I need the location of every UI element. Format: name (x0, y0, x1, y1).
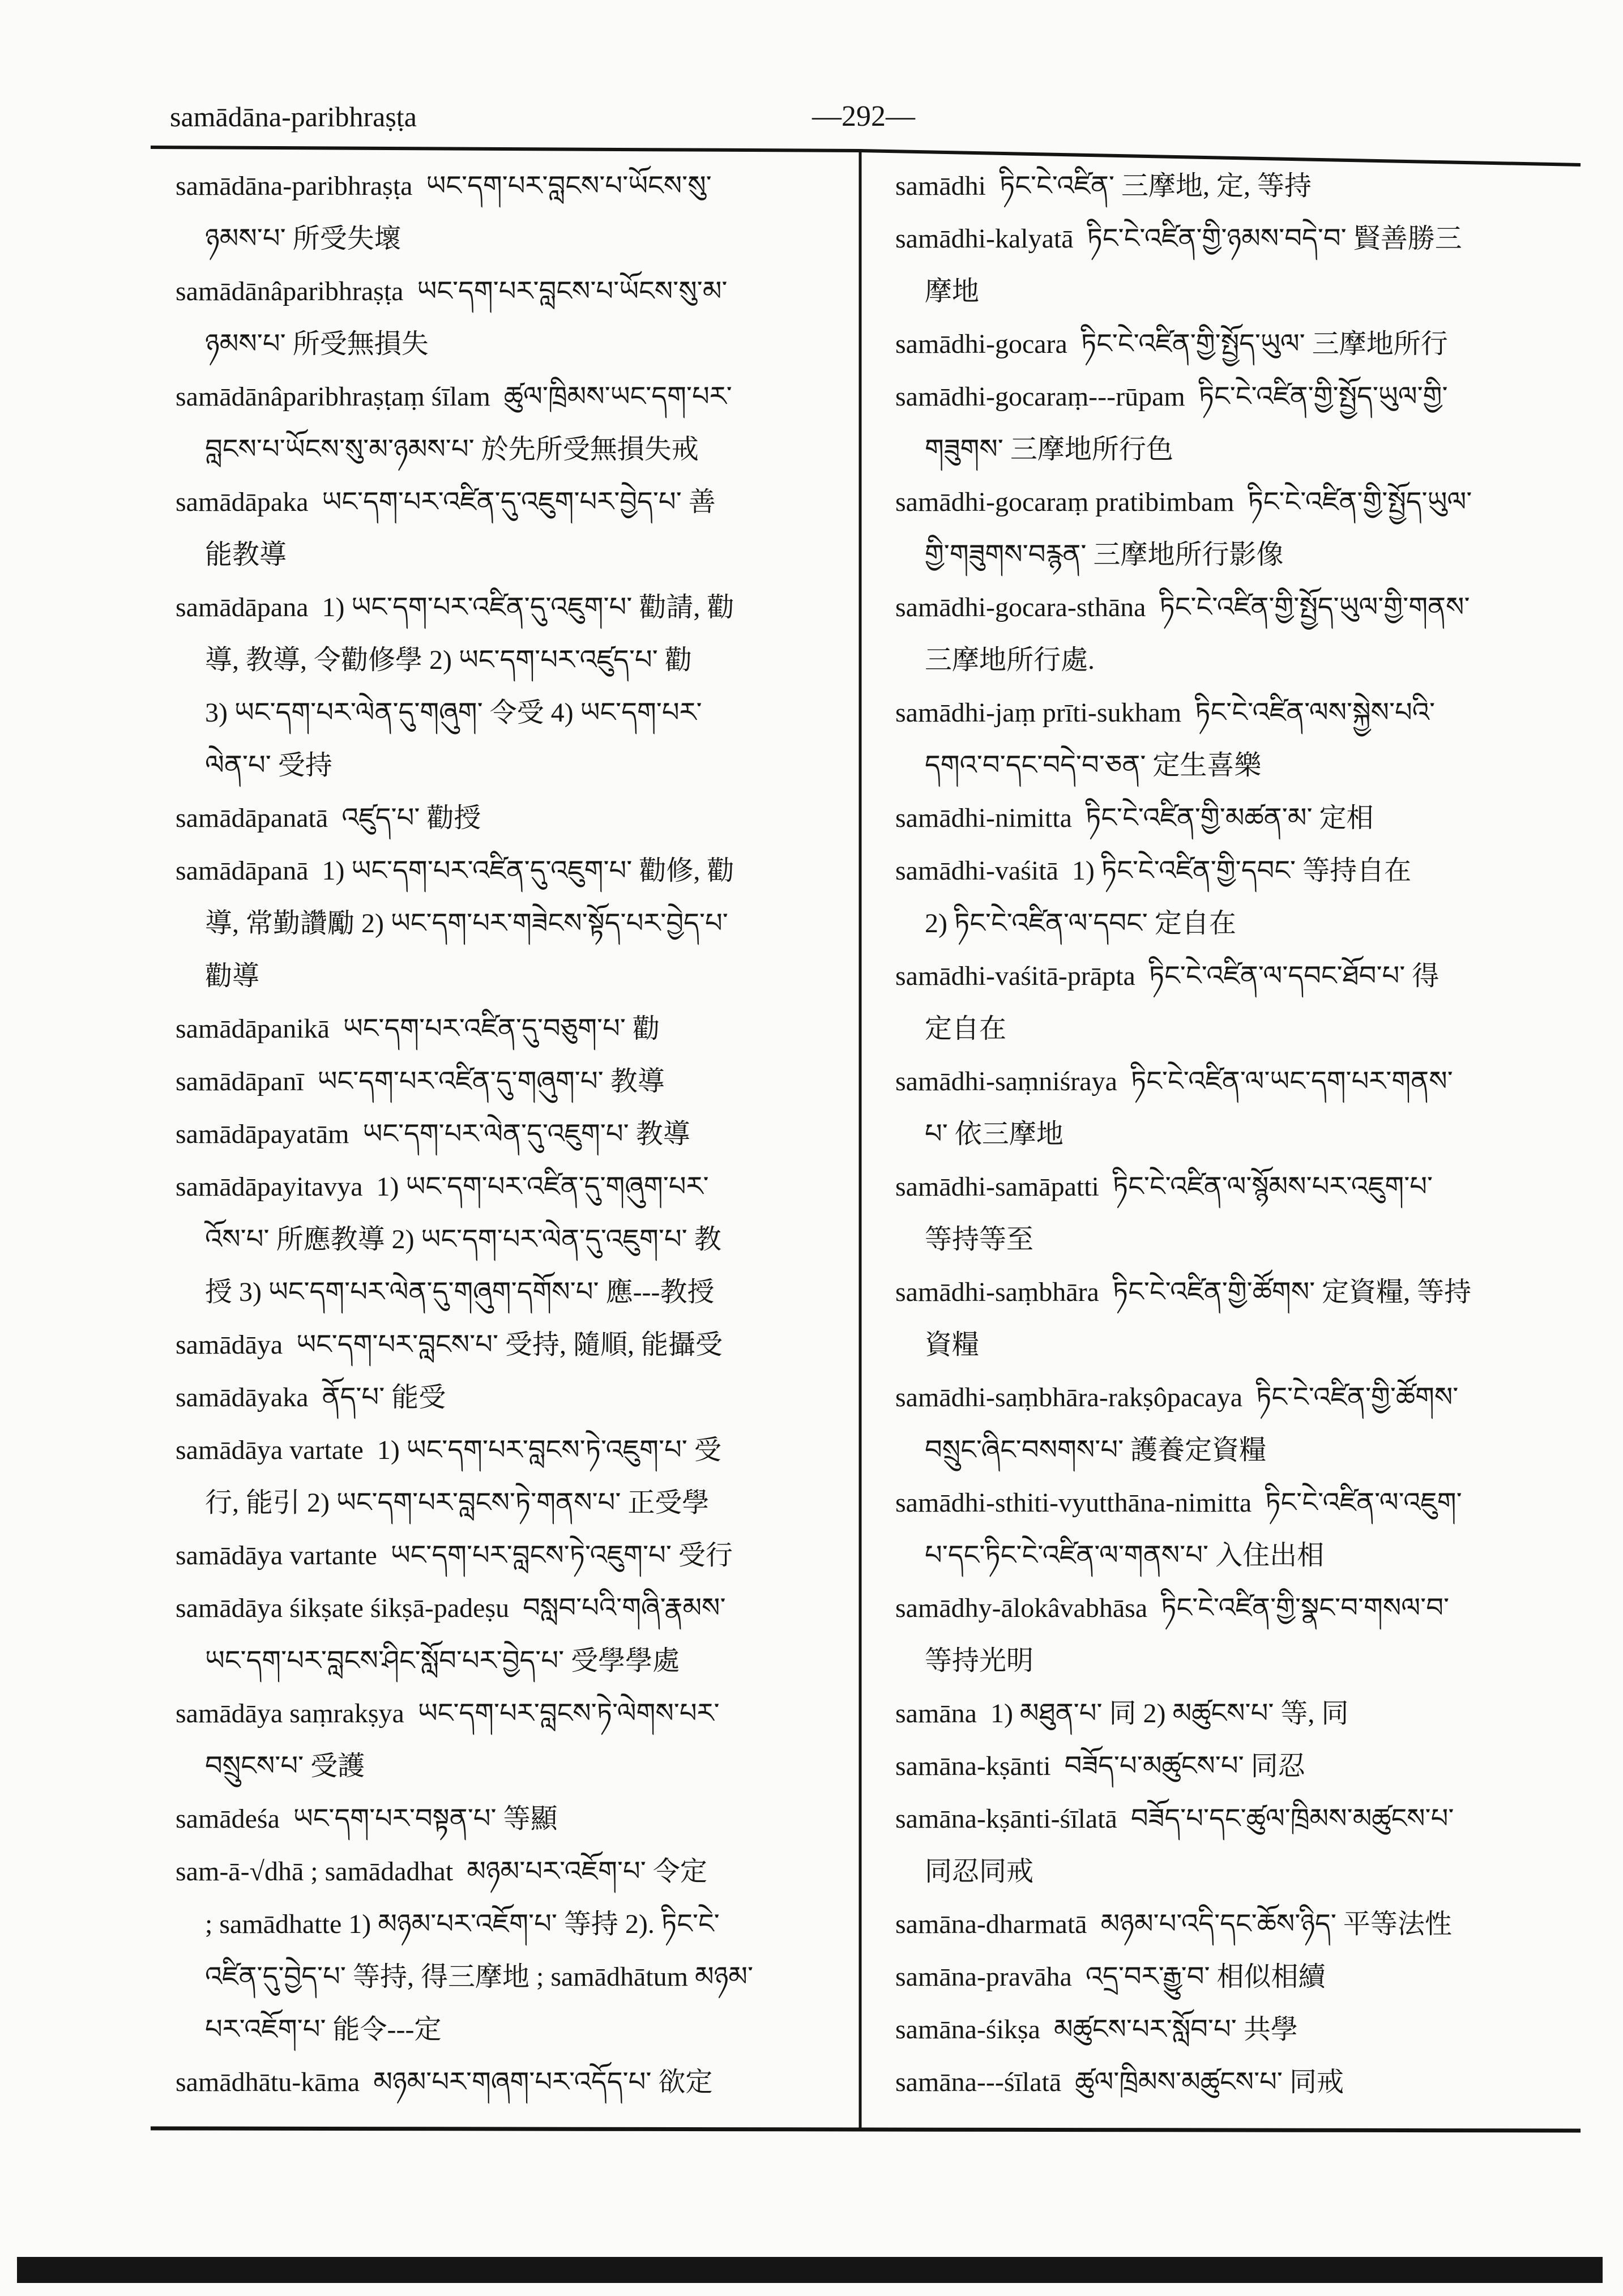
entry-head-line (895, 1898, 1589, 1951)
definition-continuation: གཟུགས་ 三摩地所行色 (925, 434, 1173, 464)
headword: samādāya vartante (176, 1540, 377, 1571)
definition-text: ཏིང་ངེ་འཛིན་གྱི་སྤྱོད་ཡུལ་གྱི་ (1198, 382, 1448, 412)
definition-continuation: 2) ཏིང་ངེ་འཛིན་ལ་དབང་ 定自在 (925, 908, 1236, 938)
definition-continuation: ཉམས་པ་ 所受無損失 (205, 329, 429, 359)
headword: samādāya saṃrakṣya (176, 1698, 404, 1729)
definition-text: མཉམ་པ་འདི་དང་ཆོས་ཉིད་ 平等法性 (1100, 1909, 1452, 1939)
definition-text: 1) ཡང་དག་པར་འཛིན་དུ་འཇུག་པ་ 勸修, 勸 (322, 856, 734, 886)
dictionary-entry (895, 160, 1589, 212)
definition-continuation: 等持光明 (925, 1646, 1034, 1676)
definition-text: ཡང་དག་པར་འཛིན་དུ་བཅུག་པ་ 勸 (343, 1014, 660, 1044)
dictionary-entry (176, 160, 852, 265)
entry-head-line (176, 1687, 852, 1740)
entry-head-line (895, 792, 1589, 844)
headword: samādāpanā (176, 856, 309, 886)
definition-text: ཡང་དག་པར་བླངས་པ་ཡོངས་སུ་ (426, 171, 712, 201)
headword: samādhi-vaśitā (895, 856, 1058, 886)
dictionary-entry (176, 476, 852, 581)
dictionary-entry (895, 844, 1589, 950)
definition-continuation: བསྲུངས་པ་ 受護 (205, 1751, 365, 1781)
entry-head-line (895, 1160, 1589, 1213)
definition-text: ཡང་དག་པར་བསྟན་པ་ 等顯 (293, 1804, 558, 1834)
definition-text: 1) ཡང་དག་པར་བླངས་ཏེ་འཇུག་པ་ 受 (377, 1435, 721, 1465)
dictionary-entry (895, 1898, 1589, 1951)
dictionary-entry (895, 1951, 1589, 2003)
definition-text: བཟོད་པ་མཚུངས་པ་ 同忍 (1064, 1751, 1305, 1781)
dictionary-entry (176, 1845, 852, 2056)
definition-continuation: ཉམས་པ་ 所受失壞 (205, 224, 402, 254)
entry-head-line (176, 1318, 852, 1371)
headword: samādhi-saṃbhāra-rakṣôpacaya (895, 1382, 1243, 1412)
bottom-rule (151, 2128, 1581, 2131)
headword: samādāpana (176, 592, 309, 622)
dictionary-entry (895, 212, 1589, 318)
headword: samādhi (895, 171, 986, 201)
definition-text: ཡང་དག་པར་བླངས་ཏེ་ལེགས་པར་ (417, 1698, 720, 1729)
dictionary-entry (176, 581, 852, 792)
headword: samādāpanatā (176, 803, 328, 833)
definition-text: ཡང་དག་པར་བླངས་པ་ཡོངས་སུ་མ་ (417, 276, 728, 306)
definition-text: ཏིང་ངེ་འཛིན་གྱི་སྤྱོད་ཡུལ་ 三摩地所行 (1080, 329, 1448, 359)
left-column (176, 160, 852, 2109)
entry-head-line (176, 1793, 852, 1845)
headword: samādhi-gocaraṃ pratibimbam (895, 487, 1235, 517)
entry-head-line (895, 1055, 1589, 1108)
headword: samādāyaka (176, 1382, 309, 1412)
headword: samāna-śikṣa (895, 2015, 1040, 2045)
definition-text: ཏིང་ངེ་འཛིན་གྱི་ཚོགས་ (1256, 1382, 1459, 1412)
dictionary-entry (176, 1108, 852, 1160)
definition-continuation: 三摩地所行處. (925, 645, 1095, 675)
entry-head-line (176, 1582, 852, 1634)
entry-head-line (176, 1002, 852, 1055)
definition-text: ཏིང་ངེ་འཛིན་གྱི་སྤྱོད་ཡུལ་ (1248, 487, 1472, 517)
entry-head-line (176, 476, 852, 528)
definition-text: ཡང་དག་པར་ལེན་དུ་འཇུག་པ་ 教導 (362, 1119, 690, 1149)
dictionary-entry (895, 1371, 1589, 1476)
dictionary-entry (176, 1002, 852, 1055)
entry-head-line (895, 1951, 1589, 2003)
entry-head-line (176, 1160, 852, 1213)
dictionary-entry (895, 1266, 1589, 1371)
definition-continuation: 勸導 (205, 961, 260, 991)
definition-continuation: གྱི་གཟུགས་བརྙན་ 三摩地所行影像 (925, 540, 1284, 570)
definition-continuation: 行, 能引 2) ཡང་དག་པར་བླངས་ཏེ་གནས་པ་ 正受學 (205, 1488, 710, 1518)
definition-text: ཏིང་ངེ་འཛིན་ལ་དབང་ཐོབ་པ་ 得 (1148, 961, 1440, 991)
definition-continuation: 資糧 (925, 1330, 980, 1360)
entry-head-line (176, 160, 852, 212)
definition-text: ནོད་པ་ 能受 (322, 1382, 446, 1412)
headword: samādānâparibhraṣṭa (176, 276, 404, 306)
definition-continuation: 3) ཡང་དག་པར་ལེན་དུ་གཞུག་ 令受 4) ཡང་དག་པར་ (205, 698, 702, 728)
entry-head-line (895, 160, 1589, 212)
headword: samādhi-samāpatti (895, 1172, 1099, 1202)
definition-text: ཡང་དག་པར་བླངས་པ་ 受持, 隨順, 能攝受 (296, 1330, 723, 1360)
entry-head-line (895, 844, 1589, 897)
definition-continuation: པ་ 依三摩地 (925, 1119, 1064, 1149)
entry-head-line (895, 2003, 1589, 2056)
dictionary-entry (176, 1424, 852, 1529)
definition-text: འདྲ་བར་རྒྱུ་བ་ 相似相續 (1085, 1962, 1326, 1992)
entry-head-line (895, 950, 1589, 1002)
definition-continuation: འཛིན་དུ་བྱེད་པ་ 等持, 得三摩地 ; samādhātum མཉམ་ (205, 1962, 754, 1992)
dictionary-entry (176, 1371, 852, 1424)
dictionary-entry (895, 318, 1589, 370)
headword: samādhātu-kāma (176, 2067, 360, 2097)
headword: samādhi-jaṃ prīti-sukham (895, 698, 1182, 728)
definition-text: 1) ཡང་དག་པར་འཛིན་དུ་འཇུག་པ་ 勸請, 勸 (322, 592, 734, 622)
definition-text: ཚུལ་ཁྲིམས་མཚུངས་པ་ 同戒 (1075, 2067, 1344, 2097)
definition-continuation: པར་འཇོག་པ་ 能令---定 (205, 2015, 442, 2045)
dictionary-entry (895, 950, 1589, 1055)
headword: samādāna-paribhraṣṭa (176, 171, 413, 201)
definition-text: མཉམ་པར་གཞག་པར་འདོད་པ་ 欲定 (373, 2067, 713, 2097)
entry-head-line (895, 476, 1589, 528)
headword: samādhi-gocaraṃ---rūpam (895, 382, 1185, 412)
entry-head-line (895, 686, 1589, 739)
headword: samāna-dharmatā (895, 1909, 1087, 1939)
definition-continuation: འོས་པ་ 所應教導 2) ཡང་དག་པར་ལེན་དུ་འཇུག་པ་ 教 (205, 1224, 721, 1254)
dictionary-entry (176, 792, 852, 844)
headword: samādāya (176, 1330, 283, 1360)
dictionary-entry (895, 1740, 1589, 1793)
dictionary-entry (895, 1582, 1589, 1687)
dictionary-entry (176, 844, 852, 1002)
headword: samādhi-kalyatā (895, 224, 1074, 254)
definition-continuation: 定自在 (925, 1014, 1007, 1044)
definition-text: ཡང་དག་པར་འཛིན་དུ་གཞུག་པ་ 教導 (317, 1066, 665, 1096)
headword: samādāpayatām (176, 1119, 349, 1149)
dictionary-entry (176, 1160, 852, 1318)
entry-head-line (895, 1371, 1589, 1424)
definition-text: བསླབ་པའི་གཞི་རྣམས་ (523, 1593, 726, 1623)
headword: samādhi-gocara (895, 329, 1067, 359)
entry-head-line (176, 1529, 852, 1582)
definition-text: ཚུལ་ཁྲིམས་ཡང་དག་པར་ (503, 382, 732, 412)
definition-continuation: 導, 常勤讚勵 2) ཡང་དག་པར་གཟེངས་སྟོད་པར་བྱེད་པ་ (205, 908, 728, 938)
entry-head-line (895, 1476, 1589, 1529)
definition-continuation: 等持等至 (925, 1224, 1034, 1254)
dictionary-entry (895, 476, 1589, 581)
dictionary-entry (176, 1582, 852, 1687)
definition-continuation: ཡང་དག་པར་བླངས་ཤིང་སློབ་པར་བྱེད་པ་ 受學學處 (205, 1646, 680, 1676)
entry-head-line (895, 1687, 1589, 1740)
headword: samādāya vartate (176, 1435, 364, 1465)
definition-text: ཏིང་ངེ་འཛིན་གྱི་སྣང་བ་གསལ་བ་ (1161, 1593, 1450, 1623)
dictionary-entry (895, 2003, 1589, 2056)
dictionary-entry (176, 370, 852, 476)
entry-head-line (176, 792, 852, 844)
definition-text: 1) ཏིང་ངེ་འཛིན་གྱི་དབང་ 等持自在 (1071, 856, 1412, 886)
headword: samādāpaka (176, 487, 309, 517)
dictionary-entry (895, 1687, 1589, 1740)
entry-head-line (895, 212, 1589, 265)
dictionary-entry (895, 792, 1589, 844)
scan-edge-band (17, 2257, 1603, 2283)
entry-head-line (176, 1424, 852, 1476)
definition-continuation: པ་དང་ཏིང་ངེ་འཛིན་ལ་གནས་པ་ 入住出相 (925, 1540, 1325, 1571)
entry-head-line (895, 1266, 1589, 1318)
dictionary-entry (176, 1318, 852, 1371)
definition-text: མཚུངས་པར་སློབ་པ་ 共學 (1053, 2015, 1298, 2045)
headword: samādhi-sthiti-vyutthāna-nimitta (895, 1488, 1252, 1518)
headword: samāna-pravāha (895, 1962, 1072, 1992)
definition-continuation: ; samādhatte 1) མཉམ་པར་འཇོག་པ་ 等持 2). ཏིང་ངེ་ (205, 1909, 720, 1939)
headword: samāna---śīlatā (895, 2067, 1062, 2097)
definition-text: ཡང་དག་པར་འཛིན་དུ་འཇུག་པར་བྱེད་པ་ 善 (322, 487, 716, 517)
headword: samādāya śikṣate śikṣā-padeṣu (176, 1593, 510, 1623)
definition-text: ཏིང་ངེ་འཛིན་གྱི་ཚོགས་ 定資糧, 等持 (1112, 1277, 1472, 1307)
definition-text: འཛུད་པ་ 勸授 (341, 803, 481, 833)
right-column (895, 160, 1589, 2109)
dictionary-entry (895, 686, 1589, 792)
running-head: samādāna-paribhraṣṭa (170, 101, 417, 133)
headword: samāna (895, 1698, 977, 1729)
entry-head-line (176, 581, 852, 634)
definition-text: ཏིང་ངེ་འཛིན་ལ་འཇུག་ (1265, 1488, 1462, 1518)
headword: samādeśa (176, 1804, 280, 1834)
definition-text: ཏིང་ངེ་འཛིན་གྱི་མཚན་མ་ 定相 (1085, 803, 1374, 833)
entry-head-line (895, 2056, 1589, 2109)
headword: samādāpayitavya (176, 1172, 363, 1202)
headword: samādhi-vaśitā-prāpta (895, 961, 1135, 991)
entry-head-line (176, 370, 852, 423)
dictionary-entry (895, 1160, 1589, 1266)
definition-continuation: 同忍同戒 (925, 1857, 1034, 1887)
definition-continuation: 授 3) ཡང་དག་པར་ལེན་དུ་གཞུག་དགོས་པ་ 應---教授 (205, 1277, 715, 1307)
entry-head-line (895, 581, 1589, 634)
entry-head-line (895, 1582, 1589, 1634)
dictionary-entry (895, 2056, 1589, 2109)
headword: samādhi-gocara-sthāna (895, 592, 1146, 622)
entry-head-line (176, 1371, 852, 1424)
definition-text: ཡང་དག་པར་བླངས་ཏེ་འཇུག་པ་ 受行 (390, 1540, 733, 1571)
definition-text: 1) མཐུན་པ་ 同 2) མཚུངས་པ་ 等, 同 (990, 1698, 1349, 1729)
dictionary-entry (176, 1793, 852, 1845)
entry-head-line (176, 265, 852, 318)
page-number: —292— (812, 100, 915, 133)
definition-continuation: ལེན་པ་ 受持 (205, 750, 332, 780)
entry-head-line (895, 1740, 1589, 1793)
dictionary-entry (895, 1476, 1589, 1582)
dictionary-entry (895, 581, 1589, 686)
headword: sam-ā-√dhā ; samādadhat (176, 1857, 454, 1887)
definition-continuation: 導, 教導, 令勸修學 2) ཡང་དག་པར་འཛུད་པ་ 勸 (205, 645, 692, 675)
dictionary-entry (895, 1055, 1589, 1160)
headword: samāna-kṣānti-śīlatā (895, 1804, 1117, 1834)
entry-head-line (176, 1108, 852, 1160)
entry-head-line (895, 1793, 1589, 1845)
dictionary-entry (176, 1055, 852, 1108)
definition-text: ཏིང་ངེ་འཛིན་གྱི་ཉམས་བདེ་བ་ 賢善勝三 (1087, 224, 1462, 254)
definition-continuation: བླངས་པ་ཡོངས་སུ་མ་ཉམས་པ་ 於先所受無損失戒 (205, 434, 699, 464)
definition-continuation: 能教導 (205, 540, 287, 570)
dictionary-entry (176, 2056, 852, 2109)
headword: samādhy-ālokâvabhāsa (895, 1593, 1148, 1623)
definition-text: ཏིང་ངེ་འཛིན་གྱི་སྤྱོད་ཡུལ་གྱི་གནས་ (1159, 592, 1470, 622)
headword: samādhi-nimitta (895, 803, 1072, 833)
entry-head-line (895, 318, 1589, 370)
definition-text: མཉམ་པར་འཇོག་པ་ 令定 (467, 1857, 707, 1887)
headword: samādāpanī (176, 1066, 304, 1096)
headword: samādhi-saṃbhāra (895, 1277, 1099, 1307)
definition-continuation: དགའ་བ་དང་བདེ་བ་ཅན་ 定生喜樂 (925, 750, 1262, 780)
definition-text: ཏིང་ངེ་འཛིན་ལས་སྐྱེས་པའི་ (1195, 698, 1436, 728)
entry-head-line (895, 370, 1589, 423)
dictionary-entry (895, 1793, 1589, 1898)
headword: samāna-kṣānti (895, 1751, 1051, 1781)
entry-head-line (176, 1845, 852, 1898)
definition-text: ཏིང་ངེ་འཛིན་ལ་ཡང་དག་པར་གནས་ (1130, 1066, 1453, 1096)
dictionary-entry (176, 265, 852, 370)
definition-text: 1) ཡང་དག་པར་འཛིན་དུ་གཞུག་པར་ (376, 1172, 709, 1202)
definition-text: ཏིང་ངེ་འཛིན་ལ་སྙོམས་པར་འཇུག་པ་ (1112, 1172, 1433, 1202)
dictionary-entry (895, 370, 1589, 476)
dictionary-entry (176, 1529, 852, 1582)
dictionary-entry (176, 1687, 852, 1793)
entry-head-line (176, 1055, 852, 1108)
entry-head-line (176, 2056, 852, 2109)
definition-continuation: 摩地 (925, 276, 980, 306)
headword: samādhi-saṃniśraya (895, 1066, 1117, 1096)
definition-continuation: བསྲུང་ཞིང་བསགས་པ་ 護養定資糧 (925, 1435, 1267, 1465)
headword: samādāpanikā (176, 1014, 330, 1044)
headword: samādānâparibhraṣṭaṃ śīlam (176, 382, 490, 412)
definition-text: ཏིང་ངེ་འཛིན་ 三摩地, 定, 等持 (999, 171, 1312, 201)
definition-text: བཟོད་པ་དང་ཚུལ་ཁྲིམས་མཚུངས་པ་ (1130, 1804, 1454, 1834)
entry-head-line (176, 844, 852, 897)
